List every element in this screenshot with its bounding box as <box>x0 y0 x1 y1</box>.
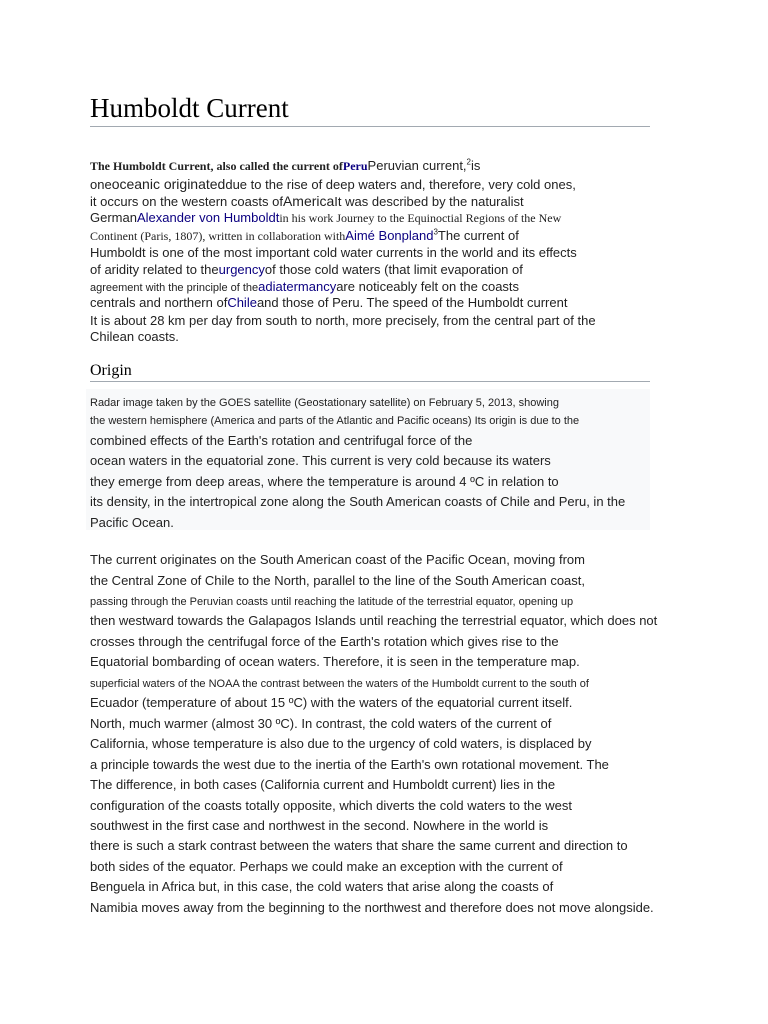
body-line-16: both sides of the equator. Perhaps we could make an exception with the current of <box>90 859 563 874</box>
box-text-line-3: they emerge from deep areas, where the temperature is around 4 ºC in relation to <box>90 474 559 489</box>
intro-line-3: it occurs on the western coasts ofAmericaIt was described by the naturalist <box>90 193 524 209</box>
link-urgency[interactable]: urgency <box>218 262 265 277</box>
intro-line-6: Humboldt is one of the most important cold water currents in the world and its effects <box>90 245 577 260</box>
body-line-11: a principle towards the west due to the inertia of the Earth's own rotational movement. The <box>90 757 609 772</box>
body-line-2: the Central Zone of Chile to the North, parallel to the line of the South American coast, <box>90 573 586 588</box>
body-line-4: then westward towards the Galapagos Islands until reaching the terrestrial equator, which does not <box>90 613 658 628</box>
intro-line-11: Chilean coasts. <box>90 329 179 344</box>
intro-line-8: agreement with the principle of theadiatermancyare noticeably felt on the coasts <box>90 279 520 294</box>
intro-line-1: The Humboldt Current, also called the current ofPeruPeruvian current,$^2$is <box>90 157 481 173</box>
intro-line-4: GermanAlexander von Humboldtin his work Journey to the Equinoctial Regions of the New <box>90 210 562 225</box>
footnote-2[interactable]: 2 <box>466 157 471 167</box>
page-title: Humboldt Current <box>90 92 650 127</box>
box-text-line-1: combined effects of the Earth's rotation and centrifugal force of the <box>90 433 473 448</box>
box-text-line-5: Pacific Ocean. <box>90 515 174 530</box>
link-alexander-von-humboldt[interactable]: Alexander von Humboldt <box>136 210 280 225</box>
intro-line-9: centrals and northern ofChileand those of Peru. The speed of the Humboldt current <box>90 295 568 310</box>
intro-line-7: of aridity related to theurgencyof those cold waters (that limit evaporation of <box>90 262 523 277</box>
body-line-7: superficial waters of the NOAA the contrast between the waters of the Humboldt current to the south of <box>90 678 589 690</box>
body-line-13: configuration of the coasts totally opposite, which diverts the cold waters to the west <box>90 798 572 813</box>
intro-line-2: oneoceanic originateddue to the rise of deep waters and, therefore, very cold ones, <box>90 176 576 192</box>
section-heading-origin: Origin <box>90 361 650 382</box>
body-line-6: Equatorial bombarding of ocean waters. Therefore, it is seen in the temperature map. <box>90 654 580 669</box>
body-line-12: The difference, in both cases (California current and Humboldt current) lies in the <box>90 777 556 792</box>
box-text-line-4: its density, in the intertropical zone along the South American coasts of Chile and Peru, in the <box>90 494 626 509</box>
footnote-3[interactable]: 3 <box>433 227 438 237</box>
link-peru[interactable]: Peru <box>342 159 368 173</box>
intro-line-10: It is about 28 km per day from south to north, more precisely, from the central part of the <box>90 313 596 328</box>
figure-caption-line-1: Radar image taken by the GOES satellite (Geostationary satellite) on February 5, 2013, showing <box>90 397 559 409</box>
body-line-8: Ecuador (temperature of about 15 ºC) with the waters of the equatorial current itself. <box>90 695 573 710</box>
figure-caption-line-2: the western hemisphere (America and parts of the Atlantic and Pacific oceans) Its origin is due to the <box>90 415 580 427</box>
body-line-9: North, much warmer (almost 30 ºC). In contrast, the cold waters of the current of <box>90 716 552 731</box>
link-chile[interactable]: Chile <box>227 295 257 310</box>
body-line-10: California, whose temperature is also due to the urgency of cold waters, is displaced by <box>90 736 592 751</box>
body-line-1: The current originates on the South American coast of the Pacific Ocean, moving from <box>90 552 585 567</box>
body-line-14: southwest in the first case and northwest in the second. Nowhere in the world is <box>90 818 549 833</box>
body-line-17: Benguela in Africa but, in this case, the cold waters that arise along the coasts of <box>90 879 554 894</box>
body-line-15: there is such a stark contrast between the waters that share the same current and direction to <box>90 838 628 853</box>
body-line-18: Namibia moves away from the beginning to the northwest and therefore does not move alongside. <box>90 900 654 915</box>
body-line-3: passing through the Peruvian coasts until reaching the latitude of the terrestrial equator, opening up <box>90 596 574 608</box>
intro-line-5: Continent (Paris, 1807), written in collaboration withAimé Bonpland$^3$The current of <box>90 227 519 243</box>
link-adiatermancy[interactable]: adiatermancy <box>258 279 337 294</box>
body-line-5: crosses through the centrifugal force of the Earth's rotation which gives rise to the <box>90 634 559 649</box>
box-text-line-2: ocean waters in the equatorial zone. This current is very cold because its waters <box>90 453 551 468</box>
link-aime-bonpland[interactable]: Aimé Bonpland <box>345 228 434 243</box>
